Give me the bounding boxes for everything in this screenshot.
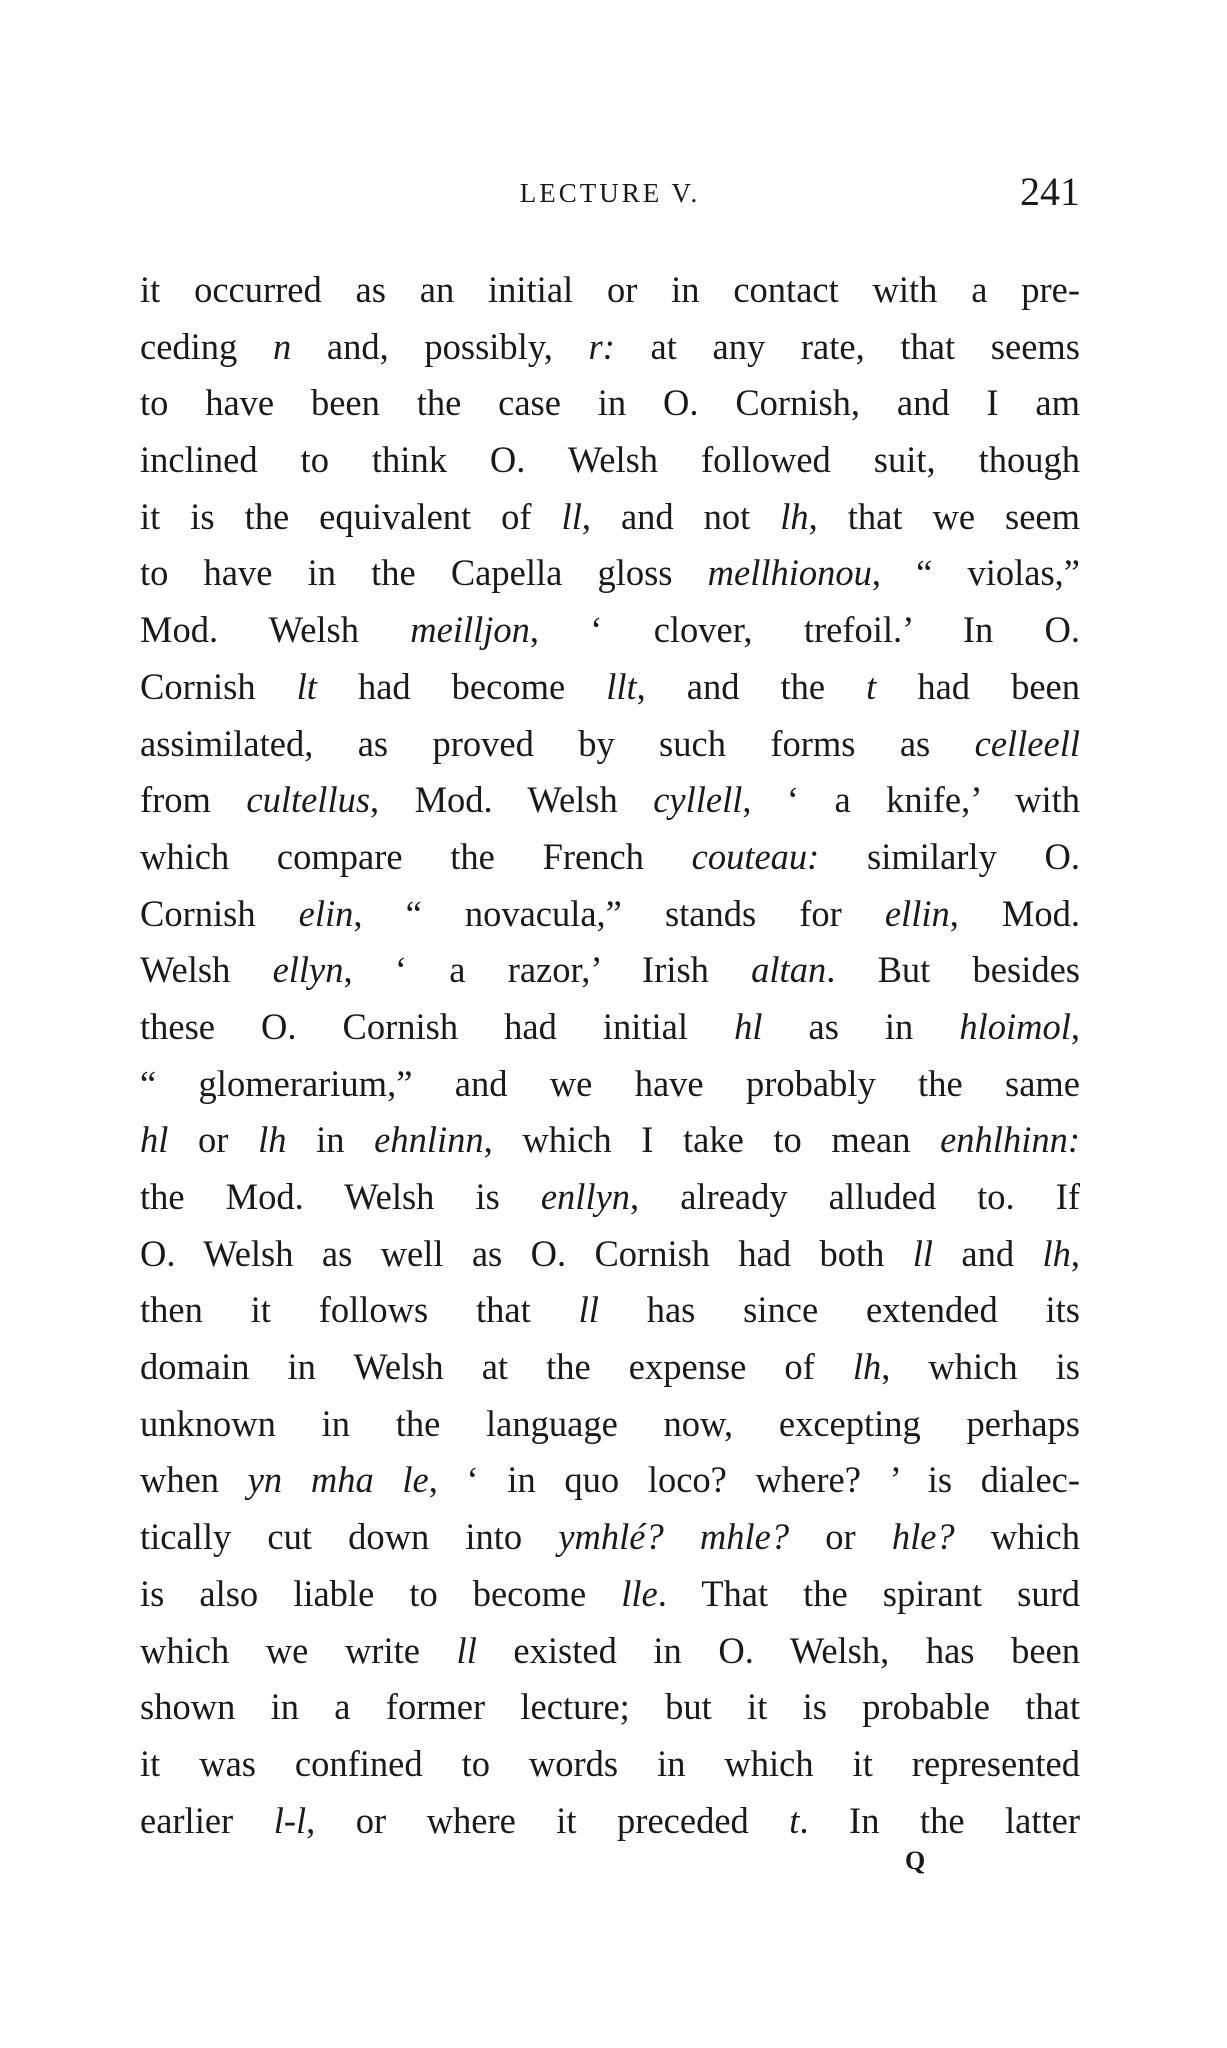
text-run: , and the xyxy=(636,665,867,707)
text-line xyxy=(140,1793,1080,1850)
italic-term: yn mha le xyxy=(247,1459,429,1501)
text-run: from xyxy=(140,779,247,821)
text-run: , Mod. xyxy=(949,892,1080,934)
text-line xyxy=(140,1566,1080,1623)
text-run: to have been the case in O. Cornish, and I am xyxy=(140,382,1080,424)
italic-term: altan xyxy=(751,949,827,991)
text-line xyxy=(140,1623,1080,1680)
text-run: , that we seem xyxy=(808,495,1080,537)
text-line xyxy=(140,1339,1080,1396)
italic-term: enllyn xyxy=(540,1176,631,1217)
text-line xyxy=(140,1736,1080,1793)
text-line xyxy=(140,1509,1080,1566)
text-run: , already alluded to. If xyxy=(630,1176,1080,1217)
text-run: unknown in the language now, excepting perhaps xyxy=(140,1402,1080,1444)
text-run: or xyxy=(168,1119,259,1161)
italic-term: meilljon xyxy=(410,609,530,651)
text-run: and, possibly, xyxy=(291,325,589,367)
italic-term: lh xyxy=(852,1346,882,1388)
italic-term: l-l xyxy=(273,1799,307,1841)
italic-term: lh xyxy=(780,495,809,537)
text-run: the Mod. Welsh is xyxy=(140,1176,541,1217)
text-line xyxy=(140,829,1080,886)
text-line xyxy=(140,1169,1080,1226)
italic-term: couteau: xyxy=(691,835,820,877)
text-line xyxy=(140,886,1080,943)
text-run: , ‘ clover, trefoil.’ In O. xyxy=(529,609,1080,651)
text-run: similarly O. xyxy=(819,835,1080,877)
text-line xyxy=(140,1679,1080,1736)
italic-term: lle xyxy=(621,1572,658,1614)
italic-term: n xyxy=(272,325,292,367)
text-run: to have in the Capella gloss xyxy=(140,552,708,594)
text-run: it was confined to words in which it represented xyxy=(140,1742,1080,1784)
italic-term: lt xyxy=(296,665,317,707)
text-line xyxy=(140,1282,1080,1339)
italic-term: lh xyxy=(1042,1232,1071,1274)
running-head xyxy=(140,168,1080,218)
text-line xyxy=(140,545,1080,602)
text-run: Welsh xyxy=(140,949,273,991)
text-run: . In the latter xyxy=(799,1799,1080,1841)
text-line xyxy=(140,489,1080,546)
text-line xyxy=(140,999,1080,1056)
body-text xyxy=(140,262,1080,1849)
text-line xyxy=(140,319,1080,376)
text-run: existed in O. Welsh, has been xyxy=(476,1629,1080,1671)
italic-term: ll xyxy=(578,1289,599,1331)
text-run: had been xyxy=(876,665,1080,707)
italic-term: t xyxy=(866,665,877,707)
italic-term: hl xyxy=(140,1119,169,1161)
text-run: then it follows that xyxy=(140,1289,579,1331)
italic-term: cyllell xyxy=(653,779,743,821)
text-run: at any rate, that seems xyxy=(614,325,1080,367)
text-run: , xyxy=(1070,1232,1080,1274)
italic-term: lh xyxy=(258,1119,287,1161)
text-run: Mod. Welsh xyxy=(140,609,411,651)
text-line xyxy=(140,772,1080,829)
text-line xyxy=(140,602,1080,659)
text-run: or xyxy=(789,1516,892,1558)
italic-term: enhlhinn: xyxy=(940,1119,1080,1161)
italic-term: ll xyxy=(456,1629,477,1671)
italic-term: ll xyxy=(561,495,582,537)
italic-term: mellhionou xyxy=(707,552,872,594)
text-run: , or where it preceded xyxy=(306,1799,790,1841)
text-line xyxy=(140,262,1080,319)
text-run: . But besides xyxy=(826,949,1080,991)
text-run: , xyxy=(1070,1005,1080,1047)
text-line xyxy=(140,659,1080,716)
italic-term: hle? xyxy=(891,1516,955,1558)
text-line xyxy=(140,1056,1080,1113)
text-run: tically cut down into xyxy=(140,1516,559,1558)
italic-term: ll xyxy=(912,1232,934,1274)
text-line xyxy=(140,716,1080,773)
italic-term: r: xyxy=(588,325,615,367)
italic-term: ellin xyxy=(884,892,950,934)
text-run: it is the equivalent of xyxy=(140,495,562,537)
text-run: is also liable to become xyxy=(140,1572,622,1614)
text-line xyxy=(140,375,1080,432)
text-run: has since extended its xyxy=(598,1289,1080,1331)
text-run: when xyxy=(140,1459,248,1501)
text-run: , ‘ a knife,’ with xyxy=(742,779,1080,821)
text-run: , Mod. Welsh xyxy=(370,779,654,821)
text-run: , ‘ a razor,’ Irish xyxy=(343,949,752,991)
italic-term: ellyn xyxy=(272,949,344,991)
text-run: , “ novacula,” stands for xyxy=(353,892,885,934)
text-run: , “ violas,” xyxy=(871,552,1080,594)
text-run: domain in Welsh at the expense of xyxy=(140,1346,853,1388)
text-run: which xyxy=(954,1516,1080,1558)
italic-term: cultellus xyxy=(246,779,371,821)
text-run: earlier xyxy=(140,1799,274,1841)
page-number: 241 xyxy=(1020,169,1080,214)
text-run: ceding xyxy=(140,325,273,367)
italic-term: llt xyxy=(606,665,637,707)
italic-term: elin xyxy=(298,892,354,934)
text-run: “ glomerarium,” and we have probably the same xyxy=(140,1062,1080,1104)
italic-term: t xyxy=(789,1799,800,1841)
text-line xyxy=(140,1396,1080,1453)
text-run: which we write xyxy=(140,1629,457,1671)
text-run: had become xyxy=(316,665,607,707)
running-title: LECTURE V. xyxy=(519,178,701,208)
text-run: it occurred as an initial or in contact with a pre- xyxy=(140,269,1080,310)
text-run: , ‘ in quo loco? where? ’ is dialec- xyxy=(428,1459,1080,1501)
text-run: assimilated, as proved by such forms as xyxy=(140,722,975,764)
text-line xyxy=(140,1112,1080,1169)
text-run: these O. Cornish had initial xyxy=(140,1005,735,1047)
text-run: Cornish xyxy=(140,892,299,934)
italic-term: ymhlé? mhle? xyxy=(558,1516,790,1558)
italic-term: ehnlinn xyxy=(374,1119,484,1161)
text-run: which compare the French xyxy=(140,835,692,877)
text-run: and xyxy=(933,1232,1043,1274)
text-run: . That the spirant surd xyxy=(657,1572,1080,1614)
text-line xyxy=(140,432,1080,489)
text-run: , which is xyxy=(881,1346,1080,1388)
italic-term: hloimol xyxy=(959,1005,1071,1047)
italic-term: celleell xyxy=(974,722,1080,764)
text-line xyxy=(140,1452,1080,1509)
text-run: Cornish xyxy=(140,665,297,707)
text-run: as in xyxy=(762,1005,960,1047)
text-line xyxy=(140,942,1080,999)
text-run: shown in a former lecture; but it is probable that xyxy=(140,1686,1080,1728)
text-line xyxy=(140,1226,1080,1283)
text-run: , which I take to mean xyxy=(483,1119,941,1161)
text-run: , and not xyxy=(581,495,781,537)
text-run: inclined to think O. Welsh followed suit, though xyxy=(140,439,1080,481)
italic-term: hl xyxy=(734,1005,763,1047)
signature-mark: Q xyxy=(905,1846,926,1875)
text-run: in xyxy=(286,1119,375,1161)
text-run: O. Welsh as well as O. Cornish had both xyxy=(140,1232,913,1274)
